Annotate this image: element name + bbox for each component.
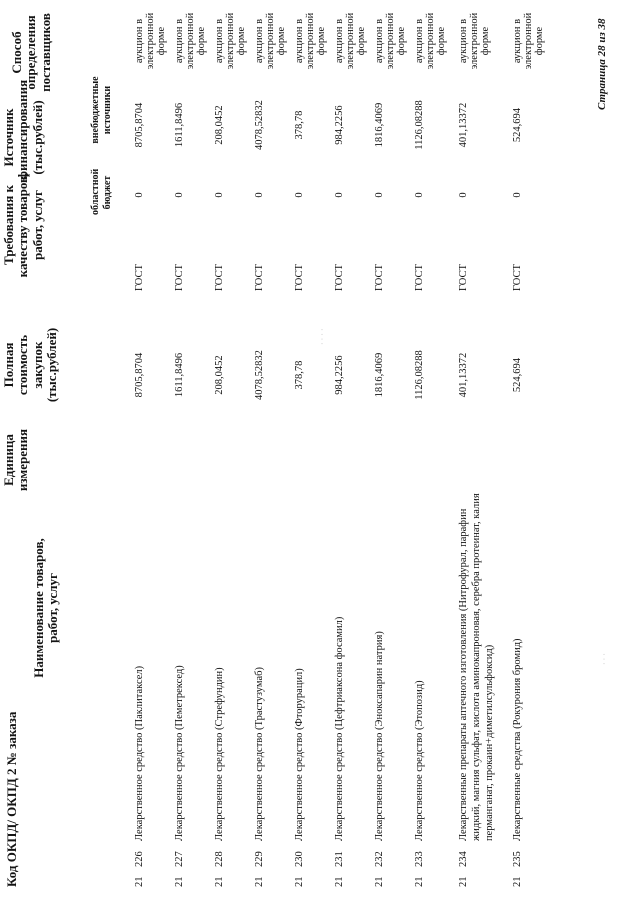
- row-regional: 0: [414, 192, 425, 198]
- row-method: аукцион в электронной форме: [414, 12, 448, 70]
- header-source-extra: внебюджетные источники: [90, 76, 113, 144]
- row-name: Лекарственное средство (Эноксапарин натрия): [374, 631, 385, 841]
- row-extra: 1816,4069: [374, 102, 385, 148]
- row-extra: 1126,08288: [414, 100, 425, 150]
- row-name: Лекарственные средства (Рокурония бромид): [512, 638, 523, 841]
- page-number: Страница 28 из 38: [596, 18, 608, 110]
- row-cost: 984,2256: [334, 355, 345, 395]
- row-regional: 0: [458, 192, 469, 198]
- row-requirements: ГОСТ: [512, 264, 523, 291]
- row-extra: 1611,8496: [174, 102, 185, 148]
- row-number: 231: [334, 851, 345, 867]
- row-regional: 0: [512, 192, 523, 198]
- row-name: Лекарственное средство (Стрефундин): [214, 667, 225, 841]
- row-requirements: ГОСТ: [334, 264, 345, 291]
- row-regional: 0: [334, 192, 345, 198]
- row-requirements: ГОСТ: [414, 264, 425, 291]
- row-extra: 401,13372: [458, 102, 469, 148]
- header-name: Наименование товаров, работ, услуг: [31, 538, 61, 678]
- row-code: 21: [334, 876, 345, 887]
- row-cost: 378,78: [294, 360, 305, 390]
- row-code: 21: [512, 876, 523, 887]
- row-cost: 524,694: [512, 357, 523, 393]
- header-source: Источник финансирования (тыс.рублей): [1, 79, 45, 180]
- row-code: 21: [458, 876, 469, 887]
- row-number: 234: [458, 851, 469, 867]
- row-cost: 8705,8704: [134, 352, 145, 398]
- row-extra: 4078,52832: [254, 100, 265, 150]
- row-number: 227: [174, 851, 185, 867]
- scan-artifact: · · ·: [600, 653, 609, 665]
- row-method: аукцион в электронной форме: [334, 12, 368, 70]
- row-name: Лекарственное средство (Фторурацил): [294, 668, 305, 841]
- row-method: аукцион в электронной форме: [174, 12, 208, 70]
- row-regional: 0: [174, 192, 185, 198]
- row-extra: 378,78: [294, 110, 305, 140]
- row-requirements: ГОСТ: [174, 264, 185, 291]
- row-extra: 984,2256: [334, 105, 345, 145]
- header-code: Код ОКПД/ ОКПД 2 № заказа: [4, 711, 19, 887]
- row-number: 226: [134, 851, 145, 867]
- row-extra: 524,694: [512, 107, 523, 143]
- row-number: 228: [214, 851, 225, 867]
- row-method: аукцион в электронной форме: [294, 12, 328, 70]
- row-method: аукцион в электронной форме: [214, 12, 248, 70]
- header-requirements: Требования к качеству товаров, работ, услуг: [1, 172, 45, 278]
- row-requirements: ГОСТ: [458, 264, 469, 291]
- row-regional: 0: [254, 192, 265, 198]
- row-name: Лекарственное средство (Трастузумаб): [254, 667, 265, 841]
- row-regional: 0: [374, 192, 385, 198]
- row-method: аукцион в электронной форме: [254, 12, 288, 70]
- row-regional: 0: [134, 192, 145, 198]
- row-method: аукцион в электронной форме: [134, 12, 168, 70]
- header-source-regional: областной бюджет: [90, 168, 113, 215]
- row-cost: 1126,08288: [414, 350, 425, 400]
- row-requirements: ГОСТ: [374, 264, 385, 291]
- row-cost: 401,13372: [458, 352, 469, 398]
- row-regional: 0: [294, 192, 305, 198]
- row-number: 232: [374, 851, 385, 867]
- row-name: Лекарственное средство (Паклитаксел): [134, 665, 145, 841]
- row-name: Лекарственное средство (Пеметрексед): [174, 665, 185, 841]
- row-name: Лекарственное средство (Этопозид): [414, 680, 425, 841]
- row-cost: 1816,4069: [374, 352, 385, 398]
- row-method: аукцион в электронной форме: [374, 12, 408, 70]
- row-requirements: ГОСТ: [134, 264, 145, 291]
- row-extra: 8705,8704: [134, 102, 145, 148]
- row-regional: 0: [214, 192, 225, 198]
- row-code: 21: [374, 876, 385, 887]
- row-number: 229: [254, 851, 265, 867]
- row-number: 233: [414, 851, 425, 867]
- row-code: 21: [214, 876, 225, 887]
- row-number: 235: [512, 851, 523, 867]
- row-number: 230: [294, 851, 305, 867]
- scan-artifact: · · · ·: [318, 328, 327, 345]
- row-method: аукцион в электронной форме: [512, 12, 546, 70]
- row-name: Лекарственные препараты аптечного изготовления (Нитрофурал, парафин жидкий, магния сульфат, кислота аминокапроновая, серебра протеинат, калия перманганат, прокаин+диметилсульфоксид): [458, 493, 495, 841]
- header-unit: Единица измерения: [1, 428, 31, 492]
- row-code: 21: [254, 876, 265, 887]
- row-requirements: ГОСТ: [214, 264, 225, 291]
- header-cost: Полная стоимость закупок (тыс.рублей): [1, 327, 59, 403]
- row-code: 21: [294, 876, 305, 887]
- row-requirements: ГОСТ: [294, 264, 305, 291]
- row-requirements: ГОСТ: [254, 264, 265, 291]
- row-cost: 1611,8496: [174, 352, 185, 398]
- row-extra: 208,0452: [214, 105, 225, 145]
- row-code: 21: [414, 876, 425, 887]
- row-cost: 4078,52832: [254, 350, 265, 400]
- row-code: 21: [174, 876, 185, 887]
- row-cost: 208,0452: [214, 355, 225, 395]
- header-method: Способ определения поставщиков: [9, 13, 53, 92]
- row-code: 21: [134, 876, 145, 887]
- row-name: Лекарственное средство (Цефтриаксона фосамил): [334, 616, 345, 841]
- row-method: аукцион в электронной форме: [458, 12, 492, 70]
